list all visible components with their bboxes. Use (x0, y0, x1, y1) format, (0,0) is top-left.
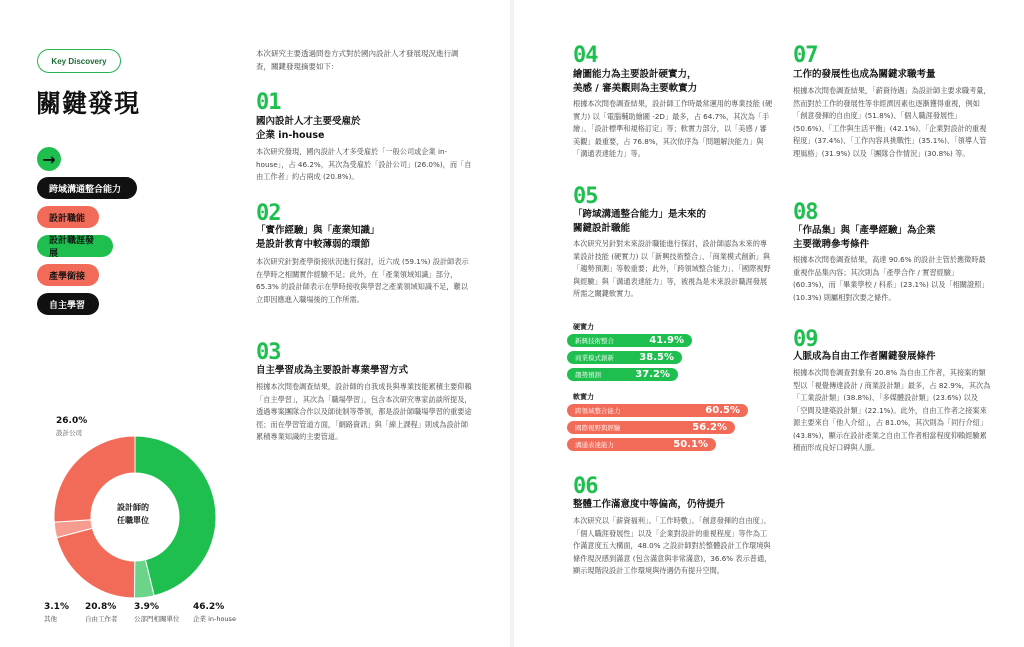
donut-label-design-company-pct: 26.0% (56, 416, 88, 426)
bar-1-1 (567, 334, 692, 347)
finding-08-title-line2: 主要徵聘參考條件 (793, 239, 870, 250)
finding-01-title (256, 115, 476, 143)
finding-02-number: 02 (256, 201, 281, 226)
bar-value: 50.1% (673, 439, 708, 450)
finding-04-title-line2: 美感 / 審美觀則為主要軟實力 (573, 83, 698, 94)
finding-09-body: 根據本次問卷調查對象有 20.8% 為自由工作者，其接案的類型以「視覺傳達設計 / 商業設計類」最多，占 82.9%，其次為「工業設計類」(38.8%)、「多媒體設計類」(23.6%) 以及「空間及建築設計類」(22.1%)。此外，自由工作者之接案來源主要來自「他人介紹」，占 81.0%，其次則為「同行介紹」(43.8%)，顯示在設計產業之自由工作者相當程度仰賴經驗累積而形成良好口碑與人脈。 (793, 368, 991, 452)
finding-09-title: 人脈成為自由工作者關鍵發展條件 (793, 351, 936, 362)
bar-value: 56.2% (692, 422, 727, 433)
donut-center-line-1: 設計師的 (117, 503, 149, 512)
finding-02-title-line1: 「實作經驗」與「產業知識」 (256, 225, 380, 236)
donut-label-public-pct: 3.9% (134, 602, 159, 612)
finding-08-body: 根據本次問卷調查結果，高達 90.6% 的設計主管於應徵時最重視作品集內容；其次則為「產學合作 / 實習經驗」(60.3%)，而「畢業學校 / 科系」(23.1%) 以及「相關證照」(10.3%) 則屬相對次要之條件。 (793, 255, 989, 302)
category-tag-1: 跨域溝通整合能力 (37, 177, 137, 199)
finding-08-title-line1: 「作品集」與「產學經驗」為企業 (793, 225, 936, 236)
donut-label-other: 其他 (44, 615, 57, 623)
donut-label-freelancer: 自由工作者 (85, 615, 118, 623)
finding-08-number: 08 (793, 200, 818, 225)
finding-05-title (573, 208, 783, 236)
finding-04-number: 04 (573, 43, 598, 68)
bar-2-1 (567, 404, 748, 417)
bar-label: 趨勢預測 (575, 371, 601, 379)
bar-2-3 (567, 438, 716, 451)
finding-07-number: 07 (793, 43, 818, 68)
finding-05-title-line1: 「跨域溝通整合能力」是未來的 (573, 209, 707, 220)
donut-center-label (103, 501, 163, 527)
bar-label: 溝通表達能力 (575, 441, 614, 449)
finding-01-number: 01 (256, 90, 281, 115)
finding-01-body: 本次研究發現，國內設計人才多受雇於「一般公司或企業 in-house」，占 46.2%，其次為受雇於「設計公司」(26.0%)，而「自由工作者」約占兩成 (20.8%)。 (256, 147, 472, 181)
bar-value: 37.2% (635, 369, 670, 380)
finding-01-title-line2: 企業 in-house (256, 130, 325, 141)
finding-09-number: 09 (793, 327, 818, 352)
bar-label: 跨領域整合能力 (575, 407, 621, 415)
finding-01-title-line1: 國內設計人才主要受雇於 (256, 116, 361, 127)
bar-label: 商業模式創新 (575, 354, 614, 362)
finding-02-title-line2: 是設計教育中較薄弱的環節 (256, 239, 371, 250)
category-tag-5: 自主學習 (37, 293, 99, 315)
finding-04-title (573, 68, 783, 96)
finding-06-title: 整體工作滿意度中等偏高，仍待提升 (573, 499, 726, 510)
finding-07-body: 根據本次問卷調查結果，「薪資待遇」為設計師主要求職考量，然而對於工作的發展性等非經濟因素也逐漸獲得重視，例如「創意發揮的自由度」(51.8%)、「個人職涯發展性」(50.6%)、「工作與生活平衡」(42.1%)、「企業對設計的重視程度」(37.4%)、「工作內容具挑戰性」(35.1%)、「領導人管理風格」(31.9%) 以及「團隊合作情況」(30.8%) 等。 (793, 86, 991, 158)
finding-05-title-line2: 關鍵設計職能 (573, 223, 631, 234)
bar-label: 新興技術整合 (575, 337, 614, 345)
finding-03-number: 03 (256, 340, 281, 365)
bar-value: 38.5% (639, 352, 674, 363)
bar-2-2 (567, 421, 735, 434)
donut-center-line-2: 任職單位 (117, 516, 149, 525)
bar-value: 41.9% (649, 335, 684, 346)
finding-04-body: 根據本次問卷調查結果，設計師工作時最常運用的專業技能 (硬實力) 以「電腦輔助繪圖 -2D」最多，占 64.7%，其次為「手繪」、「設計標準和規格訂定」等；軟實力部分，以「美感 / 審美觀」最重要，占 76.8%，其次依序為「問題解決能力」與「溝通表達能力」等。 (573, 99, 773, 158)
finding-04-title-line1: 繪圖能力為主要設計硬實力， (573, 69, 697, 80)
finding-05-body: 本次研究另針對未來設計職能進行探討，設計師認為未來的專業設計技能 (硬實力) 以「新興技術整合」、「商業模式創新」與「趨勢預測」等較重要；此外，「跨領域整合能力」、「國際視野與經驗」與「溝通表達能力」等，被視為是未來設計職涯發展所需之關鍵軟實力。 (573, 239, 771, 298)
finding-07-title: 工作的發展性也成為關鍵求職考量 (793, 69, 936, 80)
page-title: 關鍵發現 (36, 89, 141, 118)
finding-06-number: 06 (573, 474, 598, 499)
bar-group-label-1: 硬實力 (573, 323, 594, 331)
intro-text: 本次研究主要透過問卷方式對於國內設計人才發展現況進行調查，關鍵發現摘要如下： (256, 49, 459, 71)
bar-label: 國際視野與經驗 (575, 424, 621, 432)
finding-03-title: 自主學習成為主要設計專業學習方式 (256, 365, 409, 376)
finding-03-body: 根據本次問卷調查結果，設計師的自我成長與專業技能累積主要仰賴「自主學習」，其次為「職場學習」，包含本次研究專家訪談所提及，透過專案團隊合作以及師徒制等帶領，都是設計師職場學習的重要途徑；而在學習管道方面，「網路資訊」與「線上課程」則成為設計師累積專業知識的主要管道。 (256, 382, 472, 441)
finding-06-body: 本次研究以「薪資福利」、「工作時數」、「創意發揮的自由度」、「個人職涯發展性」以及「企業對設計的重視程度」等作為工作滿意度五大構面，48.0% 之設計師對於整體設計工作環境與條件現況感到滿意 (包含滿意與非常滿意)，36.6% 表示普通，顯示現階段設計工作環境與待遇仍有提升空間。 (573, 516, 772, 575)
category-tag-3: 設計職涯發展 (37, 235, 113, 257)
arrow-right-icon: → (37, 147, 61, 171)
finding-02-body: 本次研究針對產學銜接狀況進行探討，近六成 (59.1%) 設計師表示在學時之相關實作經驗不足；此外，在「產業領域知識」部分，65.3% 的設計師表示在學時接收與學習之產業領域知識不足，難以立即因應進入職場後的工作所需。 (256, 257, 469, 304)
donut-label-freelancer-pct: 20.8% (85, 602, 117, 612)
bar-value: 60.5% (705, 405, 740, 416)
donut-label-other-pct: 3.1% (44, 602, 69, 612)
donut-label-inhouse-pct: 46.2% (193, 602, 225, 612)
bar-1-2 (567, 351, 682, 364)
key-discovery-tag: Key Discovery (37, 49, 121, 73)
donut-label-public: 公部門相關單位 (134, 615, 180, 623)
category-tag-2: 設計職能 (37, 206, 99, 228)
bar-group-label-2: 軟實力 (573, 393, 594, 401)
bar-1-3 (567, 368, 678, 381)
finding-08-title (793, 224, 993, 252)
page-gutter (510, 0, 514, 647)
category-tag-4: 產學銜接 (37, 264, 99, 286)
donut-label-inhouse: 企業 in-house (193, 615, 236, 623)
donut-segment-3 (57, 528, 135, 598)
donut-label-design-company: 設計公司 (56, 429, 82, 437)
finding-05-number: 05 (573, 184, 598, 209)
finding-02-title (256, 224, 476, 252)
